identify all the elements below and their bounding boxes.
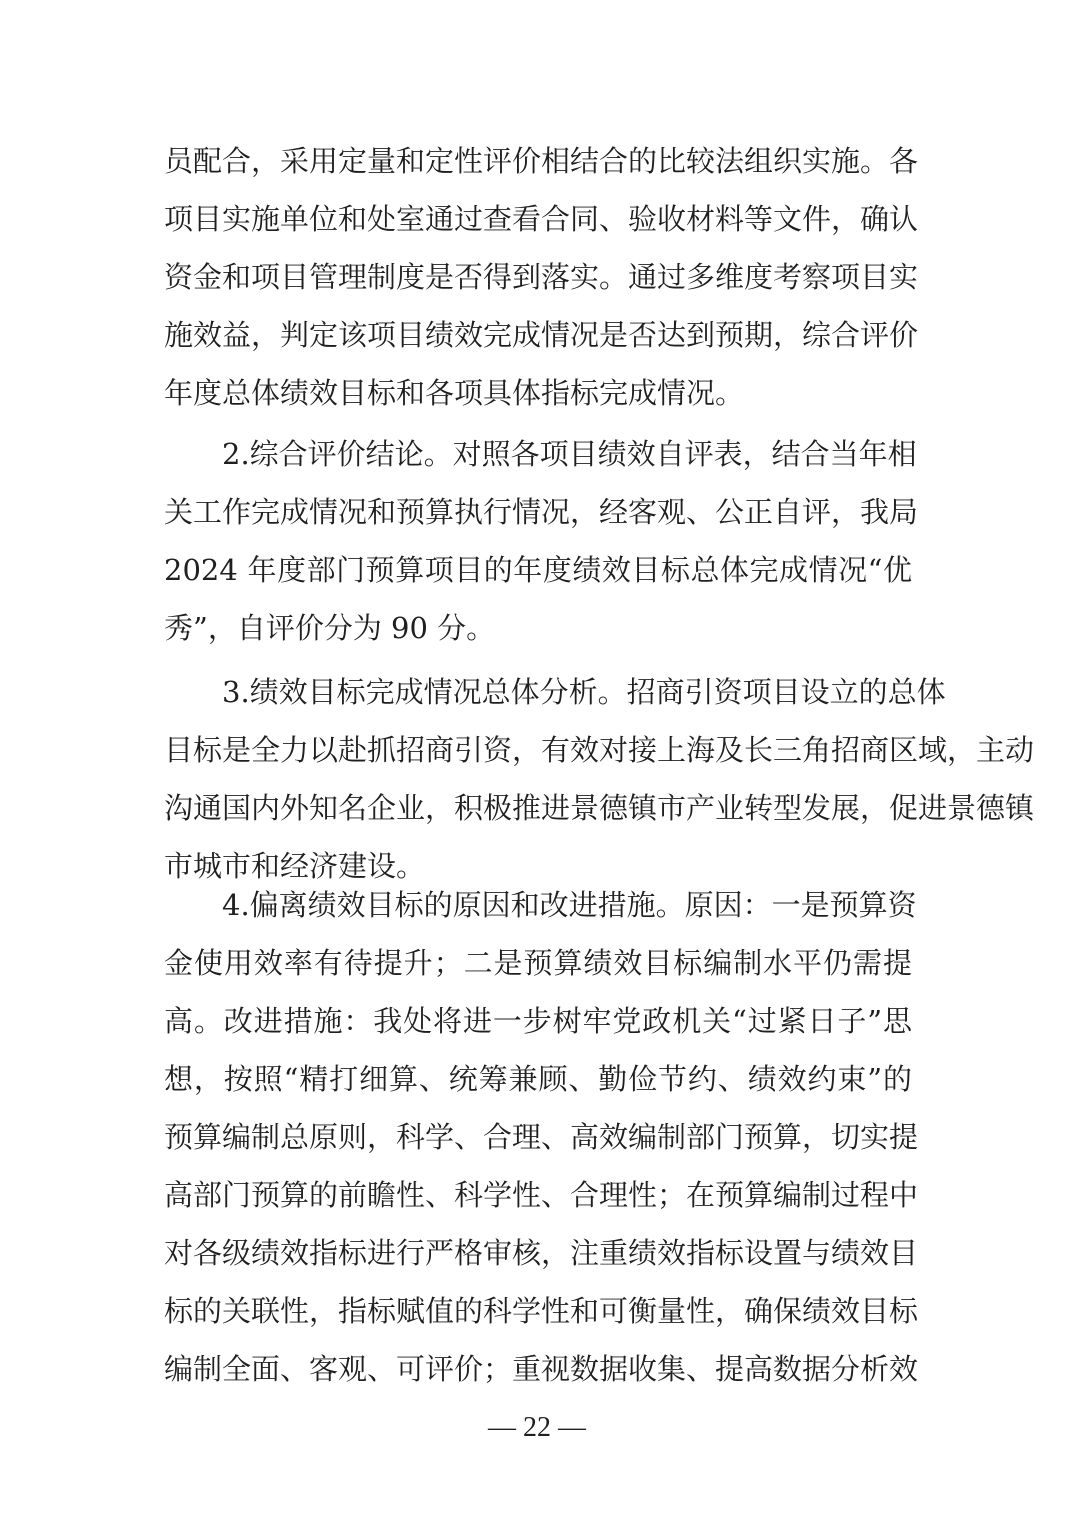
text-line: 关工作完成情况和预算执行情况，经客观、公正自评，我局 (164, 495, 919, 529)
text-line: 想，按照“精打细算、统筹兼顾、勤俭节约、绩效约束”的 (164, 1062, 912, 1096)
text-line: 秀”，自评价分为 90 分。 (164, 611, 496, 645)
text-line: 高。改进措施：我处将进一步树牢党政机关“过紧日子”思 (164, 1004, 912, 1038)
paragraph-evaluation-method (164, 132, 919, 422)
text-line: 市城市和经济建设。 (164, 849, 426, 883)
text-line: 高部门预算的前瞻性、科学性、合理性；在预算编制过程中 (164, 1178, 919, 1212)
text-line: 2024 年度部门预算项目的年度绩效目标总体完成情况“优 (164, 553, 912, 587)
paragraph-deviation-and-measures (164, 876, 919, 1398)
text-line: 2.综合评价结论。对照各项目绩效自评表，结合当年相 (222, 437, 917, 471)
page-number: — 22 — (488, 1412, 586, 1443)
text-line: 项目实施单位和处室通过查看合同、验收材料等文件，确认 (164, 202, 919, 236)
text-line: 编制全面、客观、可评价；重视数据收集、提高数据分析效 (164, 1352, 919, 1386)
text-line: 资金和项目管理制度是否得到落实。通过多维度考察项目实 (164, 260, 919, 294)
paragraph-evaluation-conclusion (164, 425, 919, 657)
text-line: 预算编制总原则，科学、合理、高效编制部门预算，切实提 (164, 1120, 919, 1154)
text-line: 3.绩效目标完成情况总体分析。招商引资项目设立的总体 (222, 675, 946, 709)
text-line: 年度总体绩效目标和各项具体指标完成情况。 (164, 376, 745, 410)
text-line: 4.偏离绩效目标的原因和改进措施。原因：一是预算资 (222, 888, 917, 922)
paragraph-overall-analysis (164, 663, 1035, 895)
text-line: 员配合，采用定量和定性评价相结合的比较法组织实施。各 (164, 144, 919, 178)
text-line: 标的关联性，指标赋值的科学性和可衡量性，确保绩效目标 (164, 1294, 919, 1328)
text-line: 对各级绩效指标进行严格审核，注重绩效指标设置与绩效目 (164, 1236, 919, 1270)
text-line: 目标是全力以赴抓招商引资，有效对接上海及长三角招商区域，主动 (164, 733, 1035, 767)
text-line: 金使用效率有待提升；二是预算绩效目标编制水平仍需提 (164, 946, 912, 980)
text-line: 沟通国内外知名企业，积极推进景德镇市产业转型发展，促进景德镇 (164, 791, 1035, 825)
text-line: 施效益，判定该项目绩效完成情况是否达到预期，综合评价 (164, 318, 919, 352)
